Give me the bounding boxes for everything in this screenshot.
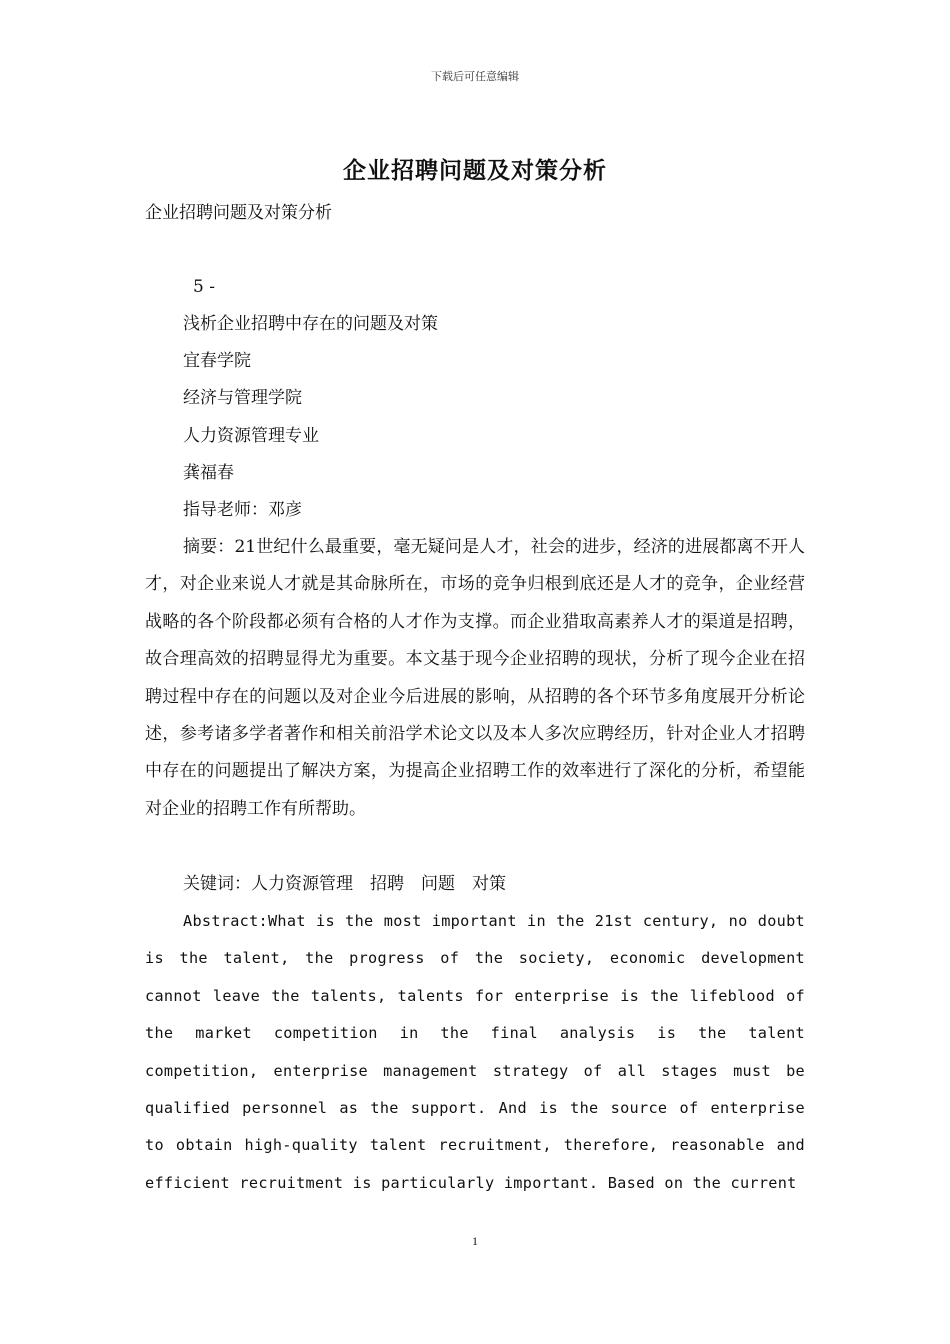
document-title: 企业招聘问题及对策分析 xyxy=(343,157,607,184)
school-name: 宜春学院 xyxy=(183,351,251,371)
page-number: 1 xyxy=(472,1234,478,1248)
advisor-name: 指导老师：邓彦 xyxy=(183,500,302,520)
document-subtitle: 企业招聘问题及对策分析 xyxy=(145,203,332,223)
college-name: 经济与管理学院 xyxy=(183,388,302,408)
paper-title: 浅析企业招聘中存在的问题及对策 xyxy=(183,314,438,334)
author-name: 龚福春 xyxy=(183,463,234,483)
keywords: 关键词：人力资源管理 招聘 问题 对策 xyxy=(183,874,506,894)
header-note: 下载后可任意编辑 xyxy=(431,70,519,83)
page-marker: 5 - xyxy=(193,277,215,297)
abstract-english: Abstract:What is the most important in the 21st century, no doubt is the talent, the progress of the society, economic development cannot leave the talents, talents for enterprise is the lifeblood of the market competition in the final analysis is the talent competition, enterprise management strategy of all stages must be qualified personnel as the support. And is the source of enterprise to obtain high-quality talent recruitment, therefore, reasonable and efficient recruitment is particularly important. Based on the current xyxy=(145,912,805,1192)
abstract-chinese: 摘要：21世纪什么最重要，毫无疑问是人才，社会的进步，经济的进展都离不开人才，对企业来说人才就是其命脉所在，市场的竞争归根到底还是人才的竞争，企业经营战略的各个阶段都必须有合格的人才作为支撑。而企业猎取高素养人才的渠道是招聘，故合理高效的招聘显得尤为重要。本文基于现今企业招聘的现状，分析了现今企业在招聘过程中存在的问题以及对企业今后进展的影响，从招聘的各个环节多角度展开分析论述，参考诸多学者著作和相关前沿学术论文以及本人多次应聘经历，针对企业人才招聘中存在的问题提出了解决方案，为提高企业招聘工作的效率进行了深化的分析，希望能对企业的招聘工作有所帮助。 xyxy=(145,537,805,819)
major-name: 人力资源管理专业 xyxy=(183,426,319,446)
